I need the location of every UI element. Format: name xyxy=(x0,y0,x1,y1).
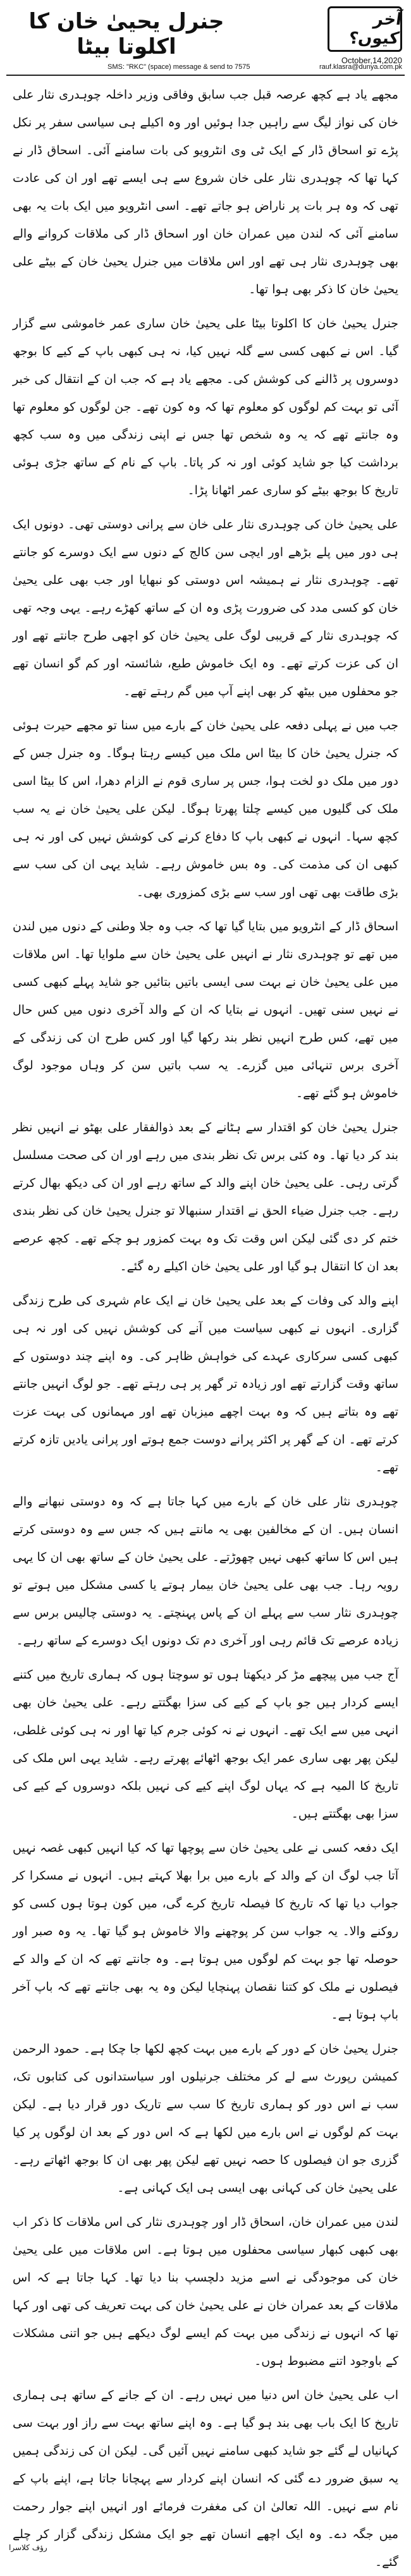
article-paragraph: جنرل یحییٰ خان کو اقتدار سے ہٹانے کے بعد ذوالفقار علی بھٹو نے انہیں نظر بند کر دیا تھا۔ وہ کئی برس تک نظر بندی میں رہے اور ان کی صحت مسلسل گرتی رہی۔ علی یحییٰ خان اپنے والد کے ساتھ رہے اور ان کی دیکھ بھال کرتے رہے۔ جب جنرل ضیاء الحق نے اقتدار سنبھالا تو جنرل یحییٰ خان کی نظر بندی ختم کر دی گئی لیکن اس وقت تک وہ بہت کمزور ہو چکے تھے۔ کچھ عرصے بعد ان کا انتقال ہو گیا اور علی یحییٰ خان اکیلے رہ گئے۔ xyxy=(13,1121,398,1273)
article-paragraph: اپنے والد کی وفات کے بعد علی یحییٰ خان نے ایک عام شہری کی طرح زندگی گزاری۔ انہوں نے کبھی سیاست میں آنے کی کوشش نہیں کی اور نہ ہی کبھی کسی سرکاری عہدے کی خواہش ظاہر کی۔ وہ اپنے چند دوستوں کے ساتھ وقت گزارتے تھے اور زیادہ تر گھر پر ہی رہتے تھے۔ جو لوگ انہیں جانتے تھے وہ بتاتے ہیں کہ وہ بہت اچھے میزبان تھے اور مہمانوں کی بہت عزت کرتے تھے۔ ان کے گھر پر اکثر پرانے دوست جمع ہوتے اور پرانی یادیں تازہ کرتے تھے۔ xyxy=(13,1294,398,1474)
article-paragraph: اب علی یحییٰ خان اس دنیا میں نہیں رہے۔ ان کے جانے کے ساتھ ہی ہماری تاریخ کا ایک باب بھی بند ہو گیا ہے۔ وہ اپنے ساتھ بہت سے راز اور بہت سی کہانیاں لے گئے جو شاید کبھی سامنے نہیں آئیں گی۔ لیکن ان کی زندگی ہمیں یہ سبق ضرور دے گئی کہ انسان اپنے کردار سے پہچانا جاتا ہے، اپنے باپ کے نام سے نہیں۔ اللہ تعالیٰ ان کی مغفرت فرمائے اور انہیں اپنے جوار رحمت میں جگہ دے۔ وہ ایک اچھے انسان تھے جو ایک مشکل زندگی گزار کر چلے گئے۔ xyxy=(13,2388,398,2569)
column-headline: جنرل یحییٰ خان کا اکلوتا بیٹا xyxy=(28,9,224,59)
sms-instructions: SMS: "RKC" (space) message & send to 7575 xyxy=(107,63,250,71)
column-logo-text: آخر کیوں؟ xyxy=(347,10,403,48)
article-paragraph: جب میں نے پہلی دفعہ علی یحییٰ خان کے بارے میں سنا تو مجھے حیرت ہوئی کہ جنرل یحییٰ خان کا بیٹا اس ملک میں کیسے رہتا ہوگا۔ وہ جنرل جس کے دور میں ملک دو لخت ہوا، جس پر ساری قوم نے الزام دھرا، اس کا بیٹا اسی ملک کی گلیوں میں کیسے چلتا پھرتا ہوگا۔ لیکن علی یحییٰ خان نے یہ سب کچھ سہا۔ انہوں نے کبھی باپ کا دفاع کرنے کی کوشش نہیں کی اور نہ ہی کبھی ان کی مذمت کی۔ وہ بس خاموش رہے۔ شاید یہی ان کی سب سے بڑی طاقت بھی تھی اور سب سے بڑی کمزوری بھی۔ xyxy=(13,719,398,899)
article-paragraph: علی یحییٰ خان کی چوہدری نثار علی خان سے پرانی دوستی تھی۔ دونوں ایک ہی دور میں پلے بڑھے اور ایچی سن کالج کے دنوں سے ایک دوسرے کو جانتے تھے۔ چوہدری نثار نے ہمیشہ اس دوستی کو نبھایا اور جب بھی علی یحییٰ خان کو کسی مدد کی ضرورت پڑی وہ ان کے ساتھ کھڑے رہے۔ یہی وجہ تھی کہ چوہدری نثار کے قریبی لوگ علی یحییٰ خان کو اچھی طرح جانتے تھے اور ان کی عزت کرتے تھے۔ وہ ایک خاموش طبع، شائستہ اور کم گو انسان تھے جو محفلوں میں بیٹھ کر بھی اپنے آپ میں گم رہتے تھے۔ xyxy=(13,518,398,698)
author-email: rauf.klasra@dunya.com.pk xyxy=(319,63,402,71)
column-header xyxy=(0,0,411,76)
article-paragraph: ایک دفعہ کسی نے علی یحییٰ خان سے پوچھا تھا کہ کیا انہیں کبھی غصہ نہیں آتا جب لوگ ان کے والد کے بارے میں برا بھلا کہتے ہیں۔ انہوں نے مسکرا کر جواب دیا تھا کہ تاریخ کا فیصلہ تاریخ کرے گی، میں کون ہوتا ہوں کسی کو روکنے والا۔ یہ جواب سن کر پوچھنے والا خاموش ہو گیا تھا۔ یہ وہ صبر اور حوصلہ تھا جو بہت کم لوگوں میں ہوتا ہے۔ وہ جانتے تھے کہ ان کے والد کے فیصلوں نے ملک کو کتنا نقصان پہنچایا لیکن وہ یہ بھی جانتے تھے کہ باپ آخر باپ ہوتا ہے۔ xyxy=(13,1841,398,2022)
article-paragraph: جنرل یحییٰ خان کا اکلوتا بیٹا علی یحییٰ خان ساری عمر خاموشی سے گزار گیا۔ اس نے کبھی کسی سے گلہ نہیں کیا، نہ ہی کبھی باپ کے کیے کا بوجھ دوسروں پر ڈالنے کی کوشش کی۔ مجھے یاد ہے کہ جب ان کے انتقال کی خبر آئی تو بہت کم لوگوں کو معلوم تھا کہ وہ کون تھے۔ جن لوگوں کو معلوم تھا وہ جانتے تھے کہ یہ وہ شخص تھا جس نے اپنی زندگی میں وہ سب کچھ برداشت کیا جو شاید کوئی اور نہ کر پاتا۔ باپ کے نام کے ساتھ جڑی ہوئی تاریخ کا بوجھ بیٹے کو ساری عمر اٹھانا پڑا۔ xyxy=(13,317,398,497)
header-divider xyxy=(6,75,405,76)
article-paragraph: لندن میں عمران خان، اسحاق ڈار اور چوہدری نثار کی اس ملاقات کا ذکر اب بھی کبھی کبھار سیاسی محفلوں میں ہوتا ہے۔ اس ملاقات میں علی یحییٰ خان کی موجودگی نے اسے مزید دلچسپ بنا دیا تھا۔ کہا جاتا ہے کہ اس ملاقات کے بعد عمران خان نے علی یحییٰ خان کی بہت تعریف کی تھی اور کہا تھا کہ انہوں نے زندگی میں بہت کم ایسے لوگ دیکھے ہیں جو اتنی مشکلات کے باوجود اتنے مضبوط ہوں۔ xyxy=(13,2215,398,2368)
publish-date: October,14,2020 xyxy=(341,56,402,65)
column-logo xyxy=(328,6,402,52)
article-paragraph: جنرل یحییٰ خان کے دور کے بارے میں بہت کچھ لکھا جا چکا ہے۔ حمود الرحمن کمیشن رپورٹ سے لے کر مختلف جرنیلوں اور سیاستدانوں کی کتابوں تک، سب نے اس دور کو ہماری تاریخ کا سب سے تاریک دور قرار دیا ہے۔ لیکن بہت کم لوگوں نے اس بارے میں لکھا ہے کہ اس دور کے بعد ان لوگوں پر کیا گزری جو ان فیصلوں کا حصہ نہیں تھے لیکن پھر بھی ان کا بوجھ اٹھاتے رہے۔ علی یحییٰ خان کی کہانی بھی ایسی ہی ایک کہانی ہے۔ xyxy=(13,2042,398,2195)
author-name: رؤف کلاسرا xyxy=(9,2543,47,2552)
article-paragraph: مجھے یاد ہے کچھ عرصہ قبل جب سابق وفاقی وزیر داخلہ چوہدری نثار علی خان کی نواز لیگ سے راہیں جدا ہوئیں اور وہ اکیلے ہی سیاسی سفر پر نکل پڑے تو اسحاق ڈار کے ایک ٹی وی انٹرویو کی بات سامنے آئی۔ اسحاق ڈار نے کہا تھا کہ چوہدری نثار علی خان شروع سے ہی ایسے تھے اور ان کی عادت تھی کہ وہ ہر بات پر ناراض ہو جاتے تھے۔ اسی انٹرویو میں ایک بات یہ بھی سامنے آئی کہ لندن میں عمران خان اور اسحاق ڈار کی ملاقات کروانے والے بھی چوہدری نثار ہی تھے اور اس ملاقات میں جنرل یحییٰ خان کے بیٹے علی یحییٰ خان کا ذکر بھی ہوا تھا۔ xyxy=(13,88,398,296)
article-paragraph: چوہدری نثار علی خان کے بارے میں کہا جاتا ہے کہ وہ دوستی نبھانے والے انسان ہیں۔ ان کے مخالفین بھی یہ مانتے ہیں کہ جس سے وہ دوستی کرتے ہیں اس کا ساتھ کبھی نہیں چھوڑتے۔ علی یحییٰ خان کے ساتھ بھی ان کا یہی رویہ رہا۔ جب بھی علی یحییٰ خان بیمار ہوتے یا کسی مشکل میں ہوتے تو چوہدری نثار سب سے پہلے ان کے پاس پہنچتے۔ یہ دوستی چالیس برس سے زیادہ عرصے تک قائم رہی اور آخری دم تک دونوں ایک دوسرے کے ساتھ رہے۔ xyxy=(13,1495,398,1648)
article-paragraph: اسحاق ڈار کے انٹرویو میں بتایا گیا تھا کہ جب وہ جلا وطنی کے دنوں میں لندن میں تھے تو چوہدری نثار نے انہیں علی یحییٰ خان سے ملوایا تھا۔ اس ملاقات میں علی یحییٰ خان نے بہت سی ایسی باتیں بتائیں جو شاید پہلے کبھی کسی نے نہیں سنی تھیں۔ انہوں نے بتایا کہ ان کے والد آخری دنوں میں کس حال میں تھے، کس طرح انہیں نظر بند رکھا گیا اور کس طرح ان کی زندگی کے آخری برس تنہائی میں گزرے۔ یہ سب باتیں سن کر وہاں موجود لوگ خاموش ہو گئے تھے۔ xyxy=(13,920,398,1100)
article-paragraph: آج جب میں پیچھے مڑ کر دیکھتا ہوں تو سوچتا ہوں کہ ہماری تاریخ میں کتنے ایسے کردار ہیں جو باپ کے کیے کی سزا بھگتتے رہے۔ علی یحییٰ خان بھی انہی میں سے ایک تھے۔ انہوں نے نہ کوئی جرم کیا تھا اور نہ ہی کوئی غلطی، لیکن پھر بھی ساری عمر ایک بوجھ اٹھائے پھرتے رہے۔ شاید یہی اس ملک کی تاریخ کا المیہ ہے کہ یہاں لوگ اپنے کیے کی نہیں بلکہ دوسروں کے کیے کی سزا بھی بھگتتے ہیں۔ xyxy=(13,1668,398,1821)
